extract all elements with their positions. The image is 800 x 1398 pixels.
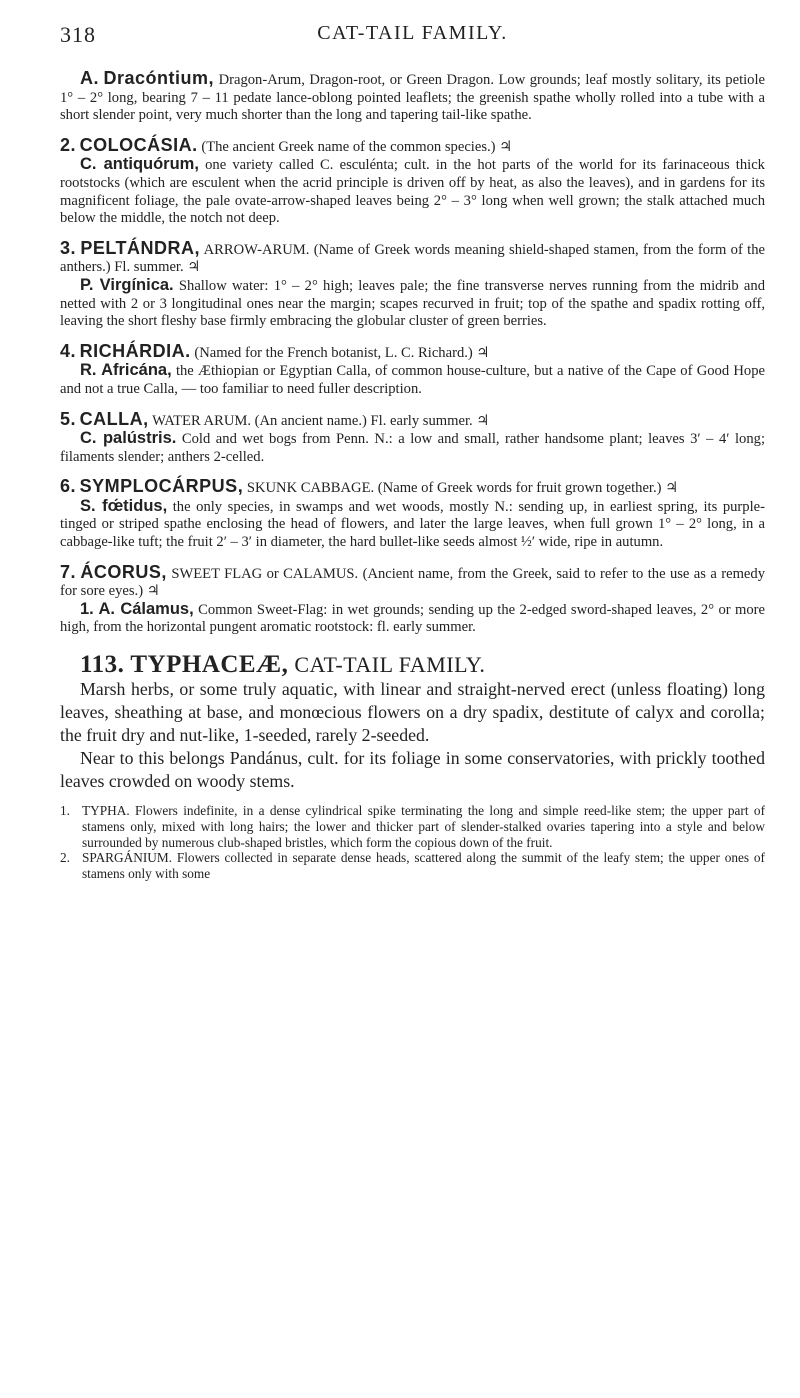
- genus-description: Dragon-Arum, Dragon-root, or Green Dragon. Low grounds; leaf mostly solitary, its petiole 1° – 2° long, bearing 7 – 11 pedate lance-oblong pointed leaflets; the greenish spathe wholly rolled into a tube with a short slender point, very much shorter than the long and tapering tail-like spathe.: [60, 72, 766, 124]
- genus-name: CALLA,: [79, 408, 149, 429]
- species-description: the Æthiopian or Egyptian Calla, of common house-culture, but a native of the Cape of Good Hope and not a true Calla, — too familiar to need fuller description.: [60, 363, 765, 397]
- key-item: [60, 850, 765, 882]
- genus-number: 6.: [60, 476, 77, 497]
- genus-entry-colocasia: [60, 134, 765, 228]
- key-text: SPARGÁNIUM. Flowers collected in separate dense heads, scattered along the summit of the leafy stem; the upper ones of stamens only with some: [82, 850, 765, 882]
- genus-name: COLOCÁSIA.: [79, 134, 198, 155]
- running-head: CAT-TAIL FAMILY.: [317, 22, 508, 44]
- key-item: [60, 803, 765, 850]
- species-description: Common Sweet-Flag: in wet grounds; sending up the 2-edged sword-shaped leaves, 2° or more high, from the horizontal pungent aromatic rootstock: fl. early summer.: [60, 601, 765, 636]
- page-header: [60, 22, 765, 58]
- genus-entry-richardia: [60, 340, 765, 399]
- genus-entry-acorus: [60, 561, 765, 637]
- species-name: C. antiquórum,: [80, 155, 199, 174]
- genus-number: 4.: [60, 340, 77, 361]
- key-number: 2.: [60, 850, 70, 866]
- genus-description: ARROW-ARUM. (Name of Greek words meaning shield-shaped stamen, from the form of the anthers.) Fl. summer. ♃: [60, 241, 766, 276]
- key-number: 1.: [60, 803, 70, 819]
- genus-entry-peltandra: [60, 237, 766, 331]
- genus-name: PELTÁNDRA,: [80, 237, 201, 258]
- genus-number: 7.: [60, 561, 77, 582]
- family-number: 113.: [80, 651, 125, 679]
- page-number: 318: [60, 22, 96, 47]
- species-name: 1. A. Cálamus,: [80, 599, 194, 618]
- genus-entry-calla: [60, 408, 765, 467]
- family-section-typhaceae: [60, 653, 765, 793]
- genus-number: 3.: [60, 237, 77, 258]
- genus-description: (The ancient Greek name of the common species.) ♃: [201, 138, 513, 155]
- species-description: the only species, in swamps and wet woods, mostly N.: sending up, in earliest spring, its purple-tinged or striped spathe enclosing the head of flowers, and later the large leaves, when full grown 1° – 2° long, in a cabbage-like tuft; the fruit 2′ – 3′ in diameter, the hard bullet-like seeds almost ½′ wide, ripe in autumn.: [60, 498, 765, 551]
- species-description: Cold and wet bogs from Penn. N.: a low and small, rather handsome plant; leaves 3′ – 4′ long; filaments slender; anthers 2-celled.: [60, 431, 765, 465]
- species-name: S. fœ́tidus,: [80, 496, 168, 515]
- genus-description: WATER ARUM. (An ancient name.) Fl. early summer. ♃: [152, 412, 490, 429]
- genus-description: (Named for the French botanist, L. C. Richard.) ♃: [194, 344, 490, 361]
- species-name: R. Africána,: [80, 361, 172, 380]
- species-description: one variety called C. esculénta; cult. in the hot parts of the world for its farinaceous thick rootstocks (which are esculent when the acrid principle is driven off by heat, as also the leaves), and in gardens for its magnificent foliage, the pale ovate-arrow-shaped leaves being 2° – 3° long when well grown; the stalk attached much below the middle, the notch not deep.: [60, 157, 765, 227]
- genus-name: Dracóntium,: [103, 68, 215, 88]
- genus-name: ÁCORUS,: [80, 561, 167, 582]
- genus-entry-symplocarpus: [60, 478, 765, 551]
- book-page: [60, 22, 765, 882]
- genus-description: SKUNK CABBAGE. (Name of Greek words for fruit grown together.) ♃: [246, 480, 679, 497]
- family-note: Near to this belongs Pandánus, cult. for its foliage in some conservatories, with prickly toothed leaves crowded on woody stems.: [60, 748, 765, 792]
- species-name: P. Virgínica.: [80, 275, 174, 294]
- species-name: C. palústris.: [80, 429, 177, 448]
- family-common-name: CAT-TAIL FAMILY.: [294, 652, 486, 678]
- species-description: Shallow water: 1° – 2° high; leaves pale; the fine transverse nerves running from the midrib and netted with 2 or 3 longitudinal ones near the margin; scapes recurved in fruit; top of the spathe and spadix rotting off, leaving the short fleshy base firmly embracing the globular cluster of green berries.: [60, 277, 766, 330]
- genus-number: 2.: [60, 134, 77, 155]
- genus-number: 5.: [60, 408, 77, 429]
- genus-description: SWEET FLAG or CALAMUS. (Ancient name, from the Greek, said to refer to the use as a remedy for sore eyes.) ♃: [60, 565, 765, 600]
- family-name: TYPHACEÆ,: [130, 651, 289, 679]
- key-text: TYPHA. Flowers indefinite, in a dense cylindrical spike terminating the long and simple reed-like stem; the upper part of stamens only, mixed with long hairs; the lower and thicker part of slender-stalked ovaries tapering into a style and below surrounded by numerous club-shaped bristles, which form the copious down of the fruit.: [82, 803, 765, 850]
- genus-key: [60, 803, 765, 882]
- genus-number: A.: [80, 68, 99, 88]
- family-description: Marsh herbs, or some truly aquatic, with linear and straight-nerved erect (unless floating) long leaves, sheathing at base, and monœcious flowers on a dry spadix, destitute of calyx and corolla; the fruit dry and nut-like, 1-seeded, rarely 2-seeded.: [60, 679, 765, 746]
- genus-name: RICHÁRDIA.: [79, 340, 191, 361]
- family-heading: [80, 652, 485, 677]
- genus-name: SYMPLOCÁRPUS,: [79, 476, 244, 497]
- genus-entry-dracontium: [60, 70, 765, 125]
